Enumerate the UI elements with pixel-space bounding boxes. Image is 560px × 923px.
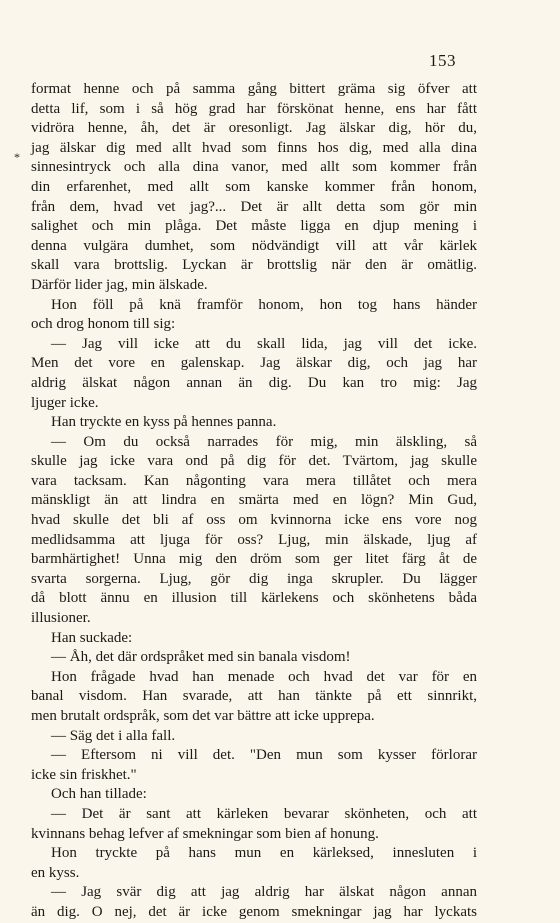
text-line: aldrig älskat någon annan än dig. Du kan tro mig: Jag [31, 374, 477, 391]
text-line: Men det vore en galenskap. Jag älskar dig, och jag har [31, 355, 477, 372]
text-line: format henne och på samma gång bittert gräma sig öfver att [31, 81, 477, 97]
text-line: svarta sorgerna. Ljug, gör dig inga skrupler. Du lägger [31, 570, 477, 587]
text-line: icke sin friskhet." [31, 766, 137, 783]
text-line: — Åh, det där ordspråket med sin banala visdom! [51, 649, 351, 666]
text-line: medlidsamma att ljuga för oss? Ljug, min älskade, ljug af [31, 531, 477, 548]
text-line: jag älskar dig med allt hvad som finns hos dig, med alla dina [31, 139, 477, 156]
text-line: Han tryckte en kyss på hennes panna. [51, 414, 277, 431]
text-line: och drog honom till sig: [31, 316, 176, 333]
text-line: då blott ännu en illusion till kärlekens och skönhetens båda [31, 590, 477, 607]
text-line: en kyss. [31, 864, 80, 881]
text-line: — Jag svär dig att jag aldrig har älskat någon annan [51, 884, 477, 901]
text-line: banal visdom. Han svarade, att han tänkte på ett sinnrikt, [31, 688, 477, 705]
text-line: barmhärtighet! Unna mig den dröm som ger litet färg åt de [31, 551, 477, 568]
text-line: — Eftersom ni vill det. "Den mun som kysser förlorar [51, 747, 477, 764]
text-line: sinnesintryck och alla dina vanor, med allt som kommer från [31, 159, 477, 176]
text-line: illusioner. [31, 610, 91, 627]
page-number: 153 [429, 51, 456, 70]
text-line: hvad skulle det bli af oss om kvinnorna icke ens vore nog [31, 512, 477, 529]
text-line: — Jag vill icke att du skall lida, jag vill det icke. [51, 335, 477, 352]
text-line: kvinnans behag lefver af smekningar som bien af honung. [31, 825, 379, 842]
text-line: Han suckade: [51, 629, 133, 646]
text-line: Därför lider jag, min älskade. [31, 276, 208, 293]
text-line: Hon tryckte på hans mun en kärleksed, innesluten i [51, 845, 477, 862]
text-line: — Det är sant att kärleken bevarar skönheten, och att [51, 805, 477, 822]
text-line: Hon frågade hvad han menade och hvad det var för en [51, 668, 477, 685]
text-line: din erfarenhet, med allt som kanske kommer från honom, [31, 178, 477, 195]
text-line: vara tacksam. Kan någonting vara mera tillåtet och mera [31, 472, 477, 489]
text-line: ljuger icke. [31, 394, 99, 411]
body-text [31, 80, 477, 923]
text-line: mänskligt än att lindra en smärta med en lögn? Min Gud, [31, 492, 477, 509]
text-line: skulle jag icke vara ond på dig för det. Tvärtom, jag skulle [31, 453, 477, 470]
margin-mark: * [14, 150, 20, 164]
text-line: skall vara brottslig. Lyckan är brottslig när den är omätlig. [31, 257, 477, 274]
text-line: från dem, hvad vet jag?... Det är allt detta som gör min [31, 198, 477, 215]
text-line: men brutalt ordspråk, som det var bättre att icke upprepa. [31, 708, 375, 724]
text-line: denna vulgära dumhet, som nödvändigt vill att vår kärlek [31, 237, 477, 254]
text-line: — Säg det i alla fall. [51, 727, 176, 744]
text-line: Och han tillade: [51, 786, 147, 803]
text-line: vidröra henne, åh, det är oresonligt. Jag älskar dig, hör du, [31, 120, 477, 137]
text-line: än dig. O nej, det är icke genom smekningar jag har lyckats [31, 903, 477, 920]
text-line: Hon föll på knä framför honom, hon tog hans händer [51, 296, 477, 313]
text-line: salighet och min plåga. Det måste ligga en djup mening i [31, 218, 477, 235]
text-line: detta lif, som i så hög grad har förskönat henne, ens har fått [31, 100, 477, 117]
text-line: — Om du också narrades för mig, min älskling, så [51, 433, 477, 450]
